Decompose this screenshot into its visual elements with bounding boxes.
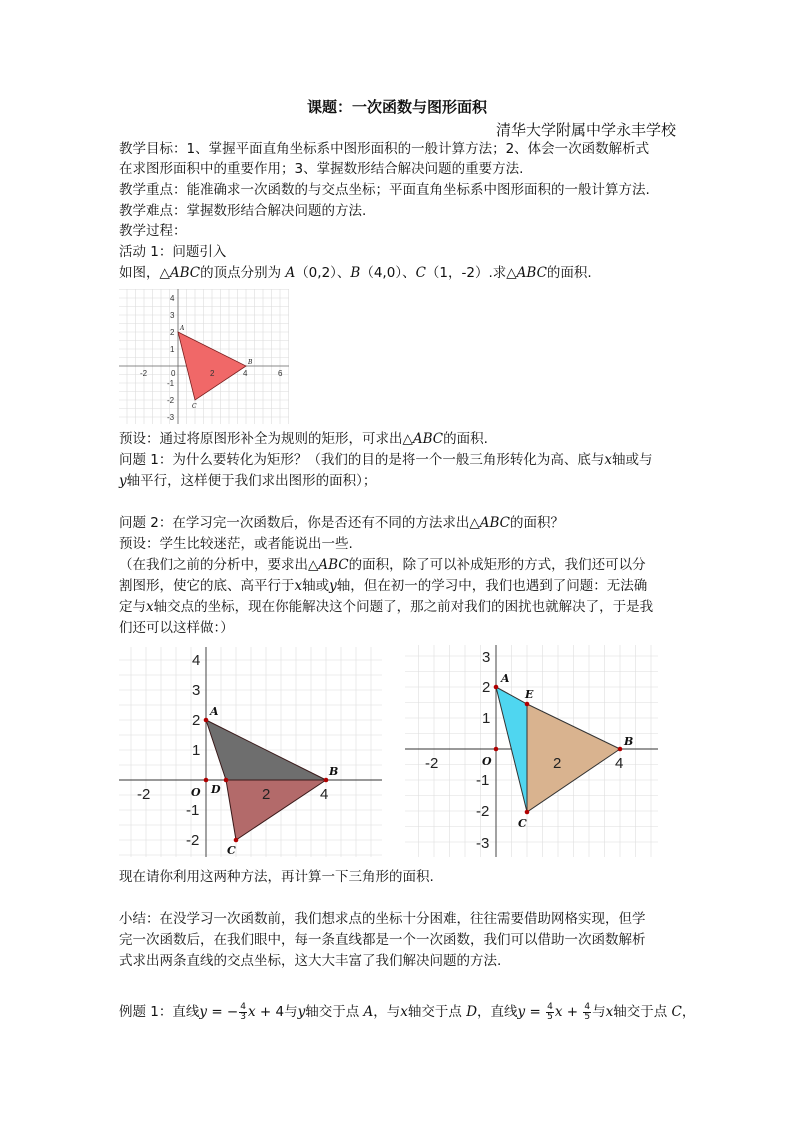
tick-x-2: 2: [210, 369, 215, 378]
tick-y-neg1: -1: [186, 802, 200, 819]
question-1-line-1: 问题 1：为什么要转化为矩形？（我们的目的是将一个一般三角形转化为高、底与x轴或与: [119, 452, 653, 468]
practice-prompt: 现在请你利用这两种方法，再计算一下三角形的面积.: [119, 869, 434, 885]
tick-y-1: 1: [482, 710, 491, 727]
tick-x-neg2: -2: [140, 369, 148, 378]
process-heading: 教学过程：: [119, 223, 187, 239]
tick-y-2: 2: [192, 712, 201, 729]
tick-x-2: 2: [553, 755, 562, 772]
triangle-split-horizontal-graph: [119, 647, 382, 857]
tick-y-neg1: -1: [167, 379, 175, 388]
point-b: [618, 747, 623, 752]
tick-y-neg3: -3: [167, 413, 175, 422]
activity-1-heading: 活动 1：问题引入: [119, 244, 227, 260]
difficulties: 教学难点：掌握数形结合解决问题的方法.: [119, 203, 367, 219]
point-c-label: C: [192, 403, 197, 410]
point-a: [494, 685, 499, 690]
point-c-label: C: [518, 817, 527, 830]
example-1: 例题 1：直线y = − $\frac{4}{3}$ x + 4与y轴交于点 A，与x轴交于点 D，直线y = $\frac{4}{5}$ x + $\frac{4}{5}$ 与x轴交于点 C，: [119, 1001, 696, 1022]
point-o: [494, 747, 499, 752]
point-a: [204, 718, 209, 723]
tick-x-6: 6: [278, 369, 283, 378]
tick-y-neg3: -3: [476, 835, 490, 852]
tick-y-2: 2: [482, 679, 491, 696]
preset-2: 预设：学生比较迷茫，或者能说出一些.: [119, 536, 353, 552]
tick-y-1: 1: [192, 742, 201, 759]
triangle-abc-small-graph: [119, 289, 289, 424]
point-b-label: B: [329, 765, 339, 778]
preset-1: 预设：通过将原图形补全为规则的矩形，可求出△ABC的面积.: [119, 431, 488, 447]
tick-x-neg2: -2: [137, 786, 151, 803]
point-c: [525, 810, 530, 815]
key-points: 教学重点：能准确求一次函数的与交点坐标；平面直角坐标系中图形面积的一般计算方法.: [119, 182, 650, 198]
tick-y-4: 4: [170, 294, 175, 303]
point-d-label: D: [211, 783, 221, 796]
tick-y-neg2: -2: [167, 396, 175, 405]
point-d: [224, 778, 229, 783]
fraction-4-5-a: $\frac{4}{5}$: [547, 1001, 553, 1022]
point-e-label: E: [525, 688, 534, 701]
tick-x-4: 4: [320, 786, 329, 803]
point-b-label: B: [624, 735, 634, 748]
point-c: [234, 838, 239, 843]
page-title: 课题：一次函数与图形面积: [306, 98, 487, 116]
tick-y-3: 3: [170, 311, 175, 320]
question-1-line-2: y轴平行，这样便于我们求出图形的面积）；: [119, 473, 377, 489]
objectives-line-2: 在求图形面积中的重要作用；3、掌握数形结合解决问题的重要方法.: [119, 161, 524, 177]
tick-y-neg2: -2: [186, 832, 200, 849]
tick-y-4: 4: [192, 652, 201, 669]
tick-y-neg2: -2: [476, 803, 490, 820]
analysis-line-2: 割图形，使它的底、高平行于x轴或y轴，但在初一的学习中，我们也遇到了问题：无法确: [119, 578, 648, 594]
analysis-line-1: （在我们之前的分析中，要求出△ABC的面积，除了可以补成矩形的方式，我们还可以分: [119, 557, 646, 573]
tick-x-neg2: -2: [425, 755, 439, 772]
origin-label: O: [191, 786, 201, 799]
tick-y-3: 3: [192, 682, 201, 699]
analysis-line-3: 定与x轴交点的坐标，现在你能解决这个问题了，那之前对我们的困扰也就解决了，于是我: [119, 599, 654, 615]
tick-x-2: 2: [262, 786, 271, 803]
intro-text: 如图，△ABC的顶点分别为 A（0,2）、B（4,0）、C（1，-2）.求△ABC的面积.: [119, 265, 592, 281]
tick-y-2: 2: [170, 328, 175, 337]
fraction-4-3: $\frac{4}{3}$: [240, 1001, 246, 1022]
triangle-split-vertical-graph: [405, 645, 658, 857]
point-e: [525, 702, 530, 707]
analysis-line-4: 们还可以这样做：）: [119, 620, 234, 636]
school-name: 清华大学附属中学永丰学校: [495, 121, 676, 139]
summary-line-3: 式求出两条直线的交点坐标，这大大丰富了我们解决问题的方法.: [119, 953, 502, 969]
tick-y-1: 1: [170, 345, 175, 354]
point-a-label: A: [180, 325, 185, 332]
tick-x-4: 4: [243, 369, 248, 378]
summary-line-2: 完一次函数后，在我们眼中，每一条直线都是一个一次函数，我们可以借助一次函数解析: [119, 932, 646, 948]
summary-line-1: 小结：在没学习一次函数前，我们想求点的坐标十分困难，往往需要借助网格实现，但学: [119, 911, 646, 927]
point-c-label: C: [227, 844, 236, 857]
objectives-line-1: 教学目标：1、掌握平面直角坐标系中图形面积的一般计算方法；2、体会一次函数解析式: [119, 141, 650, 157]
fraction-4-5-b: $\frac{4}{5}$: [584, 1001, 591, 1022]
origin-label: O: [482, 755, 492, 768]
tick-x-4: 4: [615, 755, 624, 772]
point-a-label: A: [210, 705, 219, 718]
point-o: [204, 778, 209, 783]
tick-y-neg1: -1: [476, 772, 490, 789]
question-2: 问题 2：在学习完一次函数后，你是否还有不同的方法求出△ABC的面积？: [119, 515, 565, 531]
point-b: [324, 778, 329, 783]
point-b-label: B: [248, 359, 253, 366]
origin-label: 0: [171, 369, 176, 378]
tick-y-3: 3: [482, 649, 491, 666]
point-a-label: A: [501, 672, 510, 685]
